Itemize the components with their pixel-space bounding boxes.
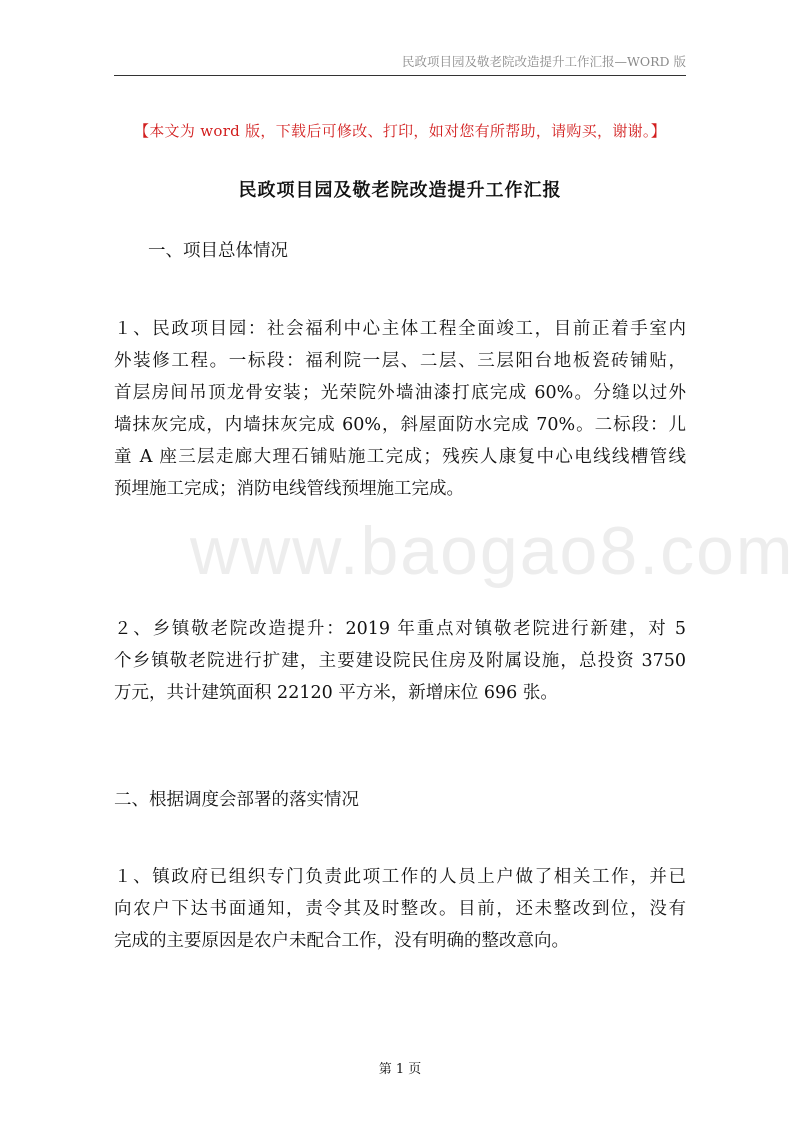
text-line: ２、乡镇敬老院改造提升：2019 年重点对镇敬老院进行新建，对 5	[114, 619, 686, 639]
text-line: 预埋施工完成；消防电线管线预埋施工完成。	[114, 479, 464, 499]
page-header: 民政项目园及敬老院改造提升工作汇报—WORD 版	[401, 54, 686, 69]
text-line: 完成的主要原因是农户未配合工作，没有明确的整改意向。	[114, 931, 569, 951]
text-line: 首层房间吊顶龙骨安装；光荣院外墙油漆打底完成 60%。分缝以过外	[114, 383, 686, 403]
download-notice: 【本文为 word 版，下载后可修改、打印，如对您有所帮助，请购买，谢谢。】	[133, 122, 667, 140]
text-line: 外装修工程。一标段：福利院一层、二层、三层阳台地板瓷砖铺贴，	[114, 351, 686, 371]
header-divider	[114, 75, 686, 76]
text-line: 童 A 座三层走廊大理石铺贴施工完成；残疾人康复中心电线线槽管线	[114, 447, 686, 467]
text-line: 墙抹灰完成，内墙抹灰完成 60%，斜屋面防水完成 70%。二标段：儿	[114, 415, 686, 435]
text-line: 向农户下达书面通知，责令其及时整改。目前，还未整改到位，没有	[114, 899, 686, 919]
section-heading-overview: 一、项目总体情况	[148, 241, 288, 261]
paragraph-nursing-home-upgrade	[114, 613, 686, 709]
watermark: www.baogao8.com	[190, 513, 795, 589]
document-title: 民政项目园及敬老院改造提升工作汇报	[238, 180, 562, 201]
text-line: １、民政项目园：社会福利中心主体工程全面竣工，目前正着手室内	[114, 319, 686, 339]
paragraph-civil-affairs-park	[114, 313, 686, 505]
paragraph-town-government	[114, 861, 686, 957]
text-line: 万元，共计建筑面积 22120 平方米，新增床位 696 张。	[114, 683, 558, 703]
page-number: 第 1 页	[378, 1062, 422, 1077]
text-line: 个乡镇敬老院进行扩建，主要建设院民住房及附属设施，总投资 3750	[114, 651, 686, 671]
section-heading-implementation: 二、根据调度会部署的落实情况	[114, 790, 359, 810]
text-line: １、镇政府已组织专门负责此项工作的人员上户做了相关工作，并已	[114, 867, 686, 887]
